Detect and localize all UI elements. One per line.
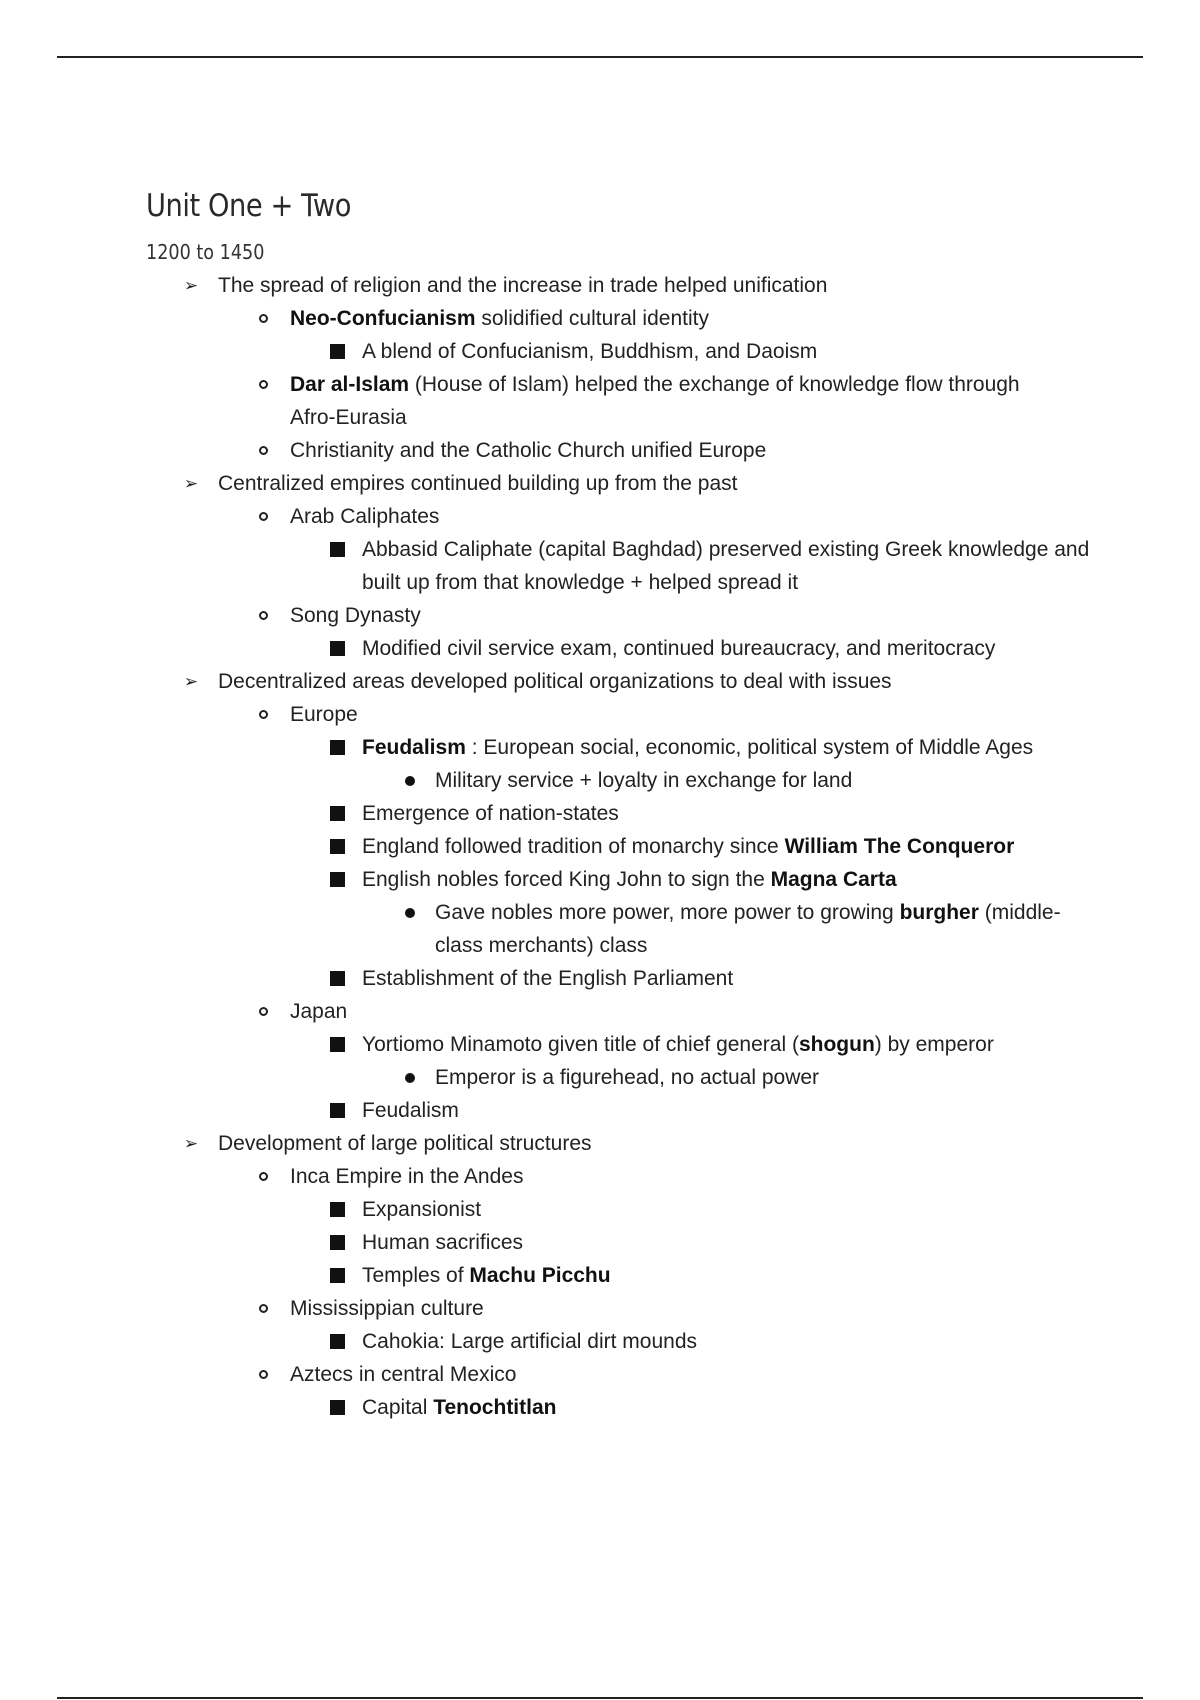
hollow-circle-bullet-icon xyxy=(254,368,272,401)
text-run: ) by emperor xyxy=(874,1033,994,1056)
hollow-circle-bullet-icon xyxy=(254,995,272,1028)
dot-bullet-icon xyxy=(401,1061,419,1094)
bottom-rule xyxy=(57,1697,1143,1699)
bold-term: Magna Carta xyxy=(770,868,897,891)
text-run: (House of Islam) helped the exchange of knowledge flow through Afro-Eurasia xyxy=(290,373,1020,429)
bold-term: shogun xyxy=(798,1033,875,1056)
list-item xyxy=(146,1226,1106,1259)
text-run: Feudalism xyxy=(362,1099,459,1122)
list-item xyxy=(146,863,1106,896)
list-item-text xyxy=(362,1028,994,1061)
hollow-circle-bullet-icon xyxy=(254,1358,272,1391)
list-item-text xyxy=(362,533,1102,599)
list-item xyxy=(146,1325,1106,1358)
list-item xyxy=(146,896,1106,962)
square-bullet-icon xyxy=(328,1193,346,1226)
square-bullet-icon xyxy=(328,1226,346,1259)
square-bullet-icon xyxy=(328,962,346,995)
dot-bullet-icon xyxy=(401,896,419,929)
bold-term: Machu Picchu xyxy=(469,1264,611,1287)
text-run: Establishment of the English Parliament xyxy=(362,967,734,990)
list-item xyxy=(146,1061,1106,1094)
text-run: Arab Caliphates xyxy=(290,505,440,528)
text-run: Mississippian culture xyxy=(290,1297,484,1320)
list-item-text xyxy=(362,335,817,368)
list-item-text xyxy=(290,599,421,632)
arrowhead-bullet-icon: ➢ xyxy=(183,1134,199,1153)
document-body xyxy=(146,183,1106,1424)
bold-term: Feudalism xyxy=(362,736,466,759)
hollow-circle-bullet-icon xyxy=(254,500,272,533)
text-run: Emperor is a figurehead, no actual power xyxy=(435,1066,820,1089)
list-item-text xyxy=(290,434,766,467)
page-title: Unit One + Two xyxy=(146,188,351,224)
bold-term: burgher xyxy=(899,901,979,924)
text-run: Aztecs in central Mexico xyxy=(290,1363,517,1386)
text-run: Japan xyxy=(290,1000,348,1023)
list-item-text xyxy=(218,1127,592,1160)
list-item-text xyxy=(435,1061,819,1094)
square-bullet-icon xyxy=(328,1325,346,1358)
arrowhead-bullet-icon: ➢ xyxy=(183,672,199,691)
text-run: Song Dynasty xyxy=(290,604,421,627)
list-item-text xyxy=(218,467,737,500)
list-item-text xyxy=(290,1292,484,1325)
list-item xyxy=(146,665,1106,698)
list-item-text xyxy=(290,1160,523,1193)
list-item xyxy=(146,533,1106,599)
bold-term: Neo-Confucianism xyxy=(290,307,476,330)
list-item-text xyxy=(290,1358,516,1391)
text-run: Modified civil service exam, continued bureaucracy, and meritocracy xyxy=(362,637,996,660)
list-item xyxy=(146,1094,1106,1127)
list-item xyxy=(146,368,1106,434)
text-run: Development of large political structures xyxy=(218,1132,592,1155)
list-item-text xyxy=(362,1226,523,1259)
list-item xyxy=(146,764,1106,797)
square-bullet-icon xyxy=(328,1094,346,1127)
list-item xyxy=(146,302,1106,335)
hollow-circle-bullet-icon xyxy=(254,1292,272,1325)
list-item xyxy=(146,1391,1106,1424)
text-run: : European social, economic, political system of Middle Ages xyxy=(465,736,1034,759)
list-item-text xyxy=(362,863,897,896)
list-item-text xyxy=(218,665,892,698)
list-item-text xyxy=(362,632,995,665)
list-item-text xyxy=(362,731,1033,764)
text-run: Gave nobles more power, more power to growing xyxy=(435,901,900,924)
list-item-text xyxy=(435,896,1106,962)
text-run: Abbasid Caliphate (capital Baghdad) preserved existing Greek knowledge and built up from that knowledge + helped spread it xyxy=(362,538,1090,594)
list-item xyxy=(146,1193,1106,1226)
page-subtitle: 1200 to 1450 xyxy=(146,240,265,264)
list-item xyxy=(146,698,1106,731)
list-item-text xyxy=(290,698,358,731)
square-bullet-icon xyxy=(328,797,346,830)
text-run: English nobles forced King John to sign the xyxy=(362,868,771,891)
list-item-text xyxy=(290,500,439,533)
list-item xyxy=(146,1259,1106,1292)
text-run: Christianity and the Catholic Church unified Europe xyxy=(290,439,767,462)
list-item xyxy=(146,269,1106,302)
list-item xyxy=(146,962,1106,995)
text-run: Emergence of nation-states xyxy=(362,802,619,825)
list-item-text xyxy=(362,962,733,995)
bold-term: Dar al-Islam xyxy=(290,373,410,396)
list-item xyxy=(146,467,1106,500)
text-run: solidified cultural identity xyxy=(475,307,709,330)
text-run: Yortiomo Minamoto given title of chief general ( xyxy=(362,1033,799,1056)
list-item xyxy=(146,1028,1106,1061)
list-item-text xyxy=(362,1193,481,1226)
square-bullet-icon xyxy=(328,1028,346,1061)
square-bullet-icon xyxy=(328,863,346,896)
list-item xyxy=(146,1160,1106,1193)
list-item xyxy=(146,797,1106,830)
text-run: The spread of religion and the increase in trade helped unification xyxy=(218,274,828,297)
text-run: Decentralized areas developed political organizations to deal with issues xyxy=(218,670,892,693)
hollow-circle-bullet-icon xyxy=(254,1160,272,1193)
list-item xyxy=(146,830,1106,863)
list-item xyxy=(146,632,1106,665)
text-run: Expansionist xyxy=(362,1198,482,1221)
square-bullet-icon xyxy=(328,830,346,863)
list-item xyxy=(146,1127,1106,1160)
text-run: Military service + loyalty in exchange for land xyxy=(435,769,853,792)
outline-list xyxy=(146,269,1106,1424)
list-item-text xyxy=(290,302,709,335)
text-run: Human sacrifices xyxy=(362,1231,524,1254)
top-rule xyxy=(57,56,1143,58)
list-item-text xyxy=(435,764,852,797)
square-bullet-icon xyxy=(328,632,346,665)
list-item-text xyxy=(362,1391,556,1424)
list-item xyxy=(146,1358,1106,1391)
list-item-text xyxy=(362,1094,459,1127)
list-item xyxy=(146,434,1106,467)
list-item-text xyxy=(362,1259,611,1292)
text-run: England followed tradition of monarchy since xyxy=(362,835,785,858)
bold-term: Tenochtitlan xyxy=(433,1396,557,1419)
text-run: (middle-class merchants) class xyxy=(435,901,1061,957)
list-item xyxy=(146,731,1106,764)
hollow-circle-bullet-icon xyxy=(254,434,272,467)
list-item xyxy=(146,599,1106,632)
text-run: Capital xyxy=(362,1396,434,1419)
hollow-circle-bullet-icon xyxy=(254,698,272,731)
list-item-text xyxy=(362,830,1014,863)
list-item xyxy=(146,995,1106,1028)
list-item-text xyxy=(362,797,619,830)
dot-bullet-icon xyxy=(401,764,419,797)
text-run: A blend of Confucianism, Buddhism, and Daoism xyxy=(362,340,818,363)
arrowhead-bullet-icon: ➢ xyxy=(183,276,199,295)
arrowhead-bullet-icon: ➢ xyxy=(183,474,199,493)
list-item-text xyxy=(290,995,347,1028)
text-run: Inca Empire in the Andes xyxy=(290,1165,524,1188)
list-item xyxy=(146,335,1106,368)
text-run: Centralized empires continued building up from the past xyxy=(218,472,738,495)
square-bullet-icon xyxy=(328,731,346,764)
list-item-text xyxy=(218,269,827,302)
square-bullet-icon xyxy=(328,1259,346,1292)
list-item xyxy=(146,500,1106,533)
list-item xyxy=(146,1292,1106,1325)
text-run: Cahokia: Large artificial dirt mounds xyxy=(362,1330,697,1353)
square-bullet-icon xyxy=(328,533,346,566)
text-run: Europe xyxy=(290,703,358,726)
square-bullet-icon xyxy=(328,335,346,368)
hollow-circle-bullet-icon xyxy=(254,302,272,335)
bold-term: William The Conqueror xyxy=(784,835,1015,858)
text-run: Temples of xyxy=(362,1264,470,1287)
square-bullet-icon xyxy=(328,1391,346,1424)
hollow-circle-bullet-icon xyxy=(254,599,272,632)
list-item-text xyxy=(362,1325,697,1358)
list-item-text xyxy=(290,368,1030,434)
